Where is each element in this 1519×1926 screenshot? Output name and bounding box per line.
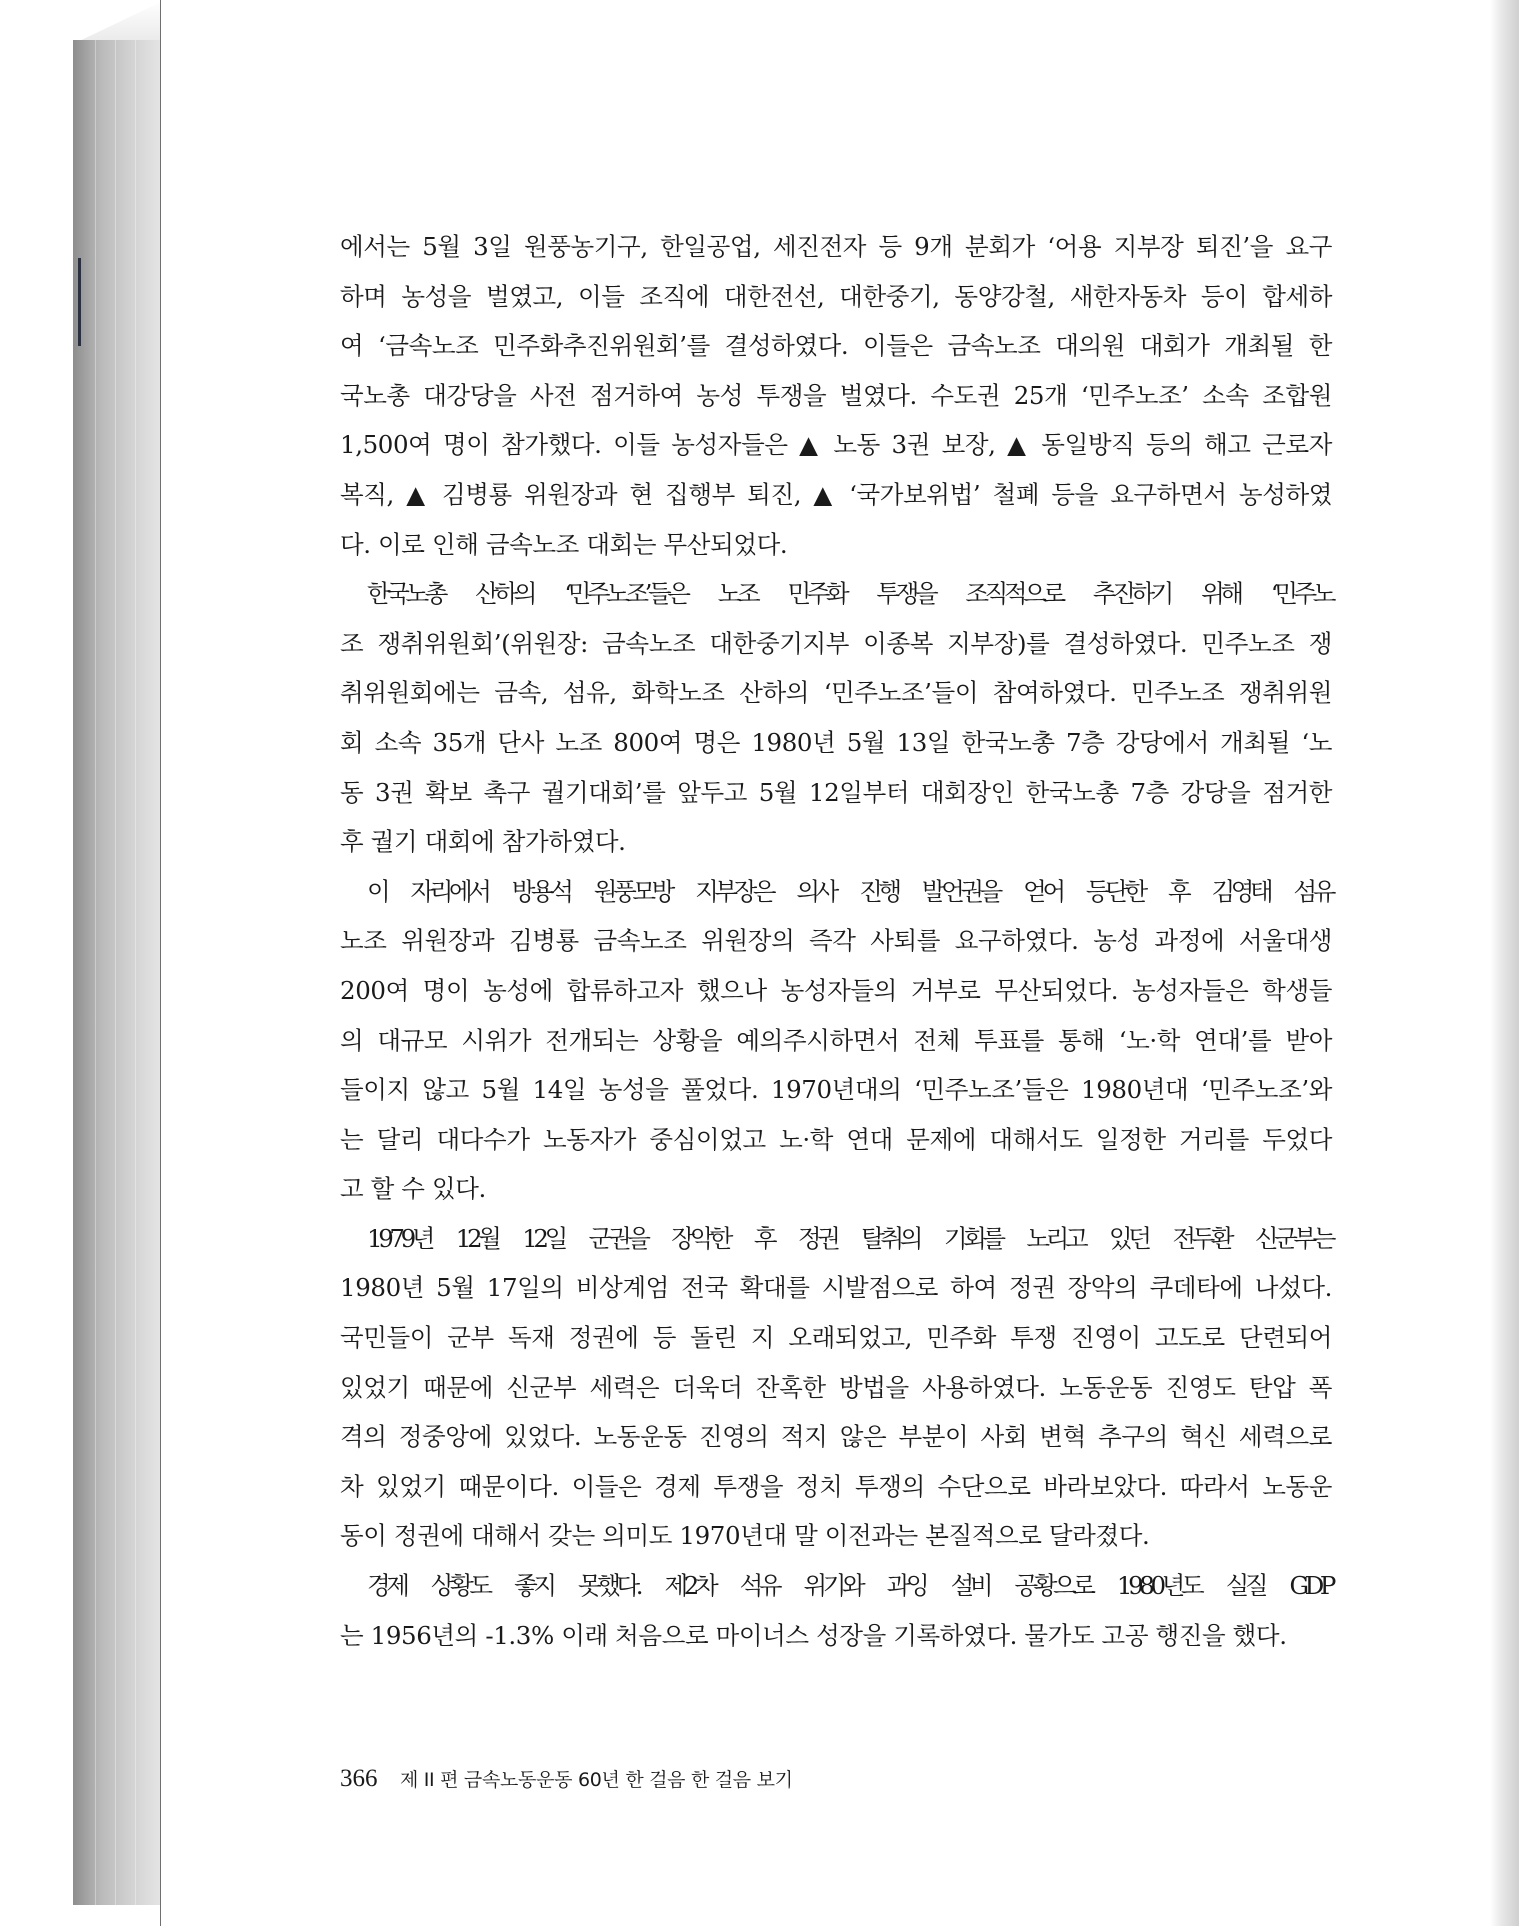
text-line: 경제 상황도 좋지 못했다. 제2차 석유 위기와 과잉 설비 공황으로 1980년도 실질 GDP [367, 1571, 1332, 1601]
paragraph [340, 1214, 1332, 1561]
book-page-edges [73, 40, 163, 1905]
text-line: 국노총 대강당을 사전 점거하여 농성 투쟁을 벌였다. 수도권 25개 ‘민주노조’ 소속 조합원 [340, 380, 1332, 410]
text-line: 차 있었기 때문이다. 이들은 경제 투쟁을 정치 투쟁의 수단으로 바라보았다. 따라서 노동운 [340, 1471, 1332, 1501]
body-text [340, 222, 1332, 1660]
page-edge-line [115, 40, 116, 1905]
page-footer [340, 1765, 793, 1793]
page-right-shadow [1490, 0, 1519, 1926]
paragraph [340, 569, 1332, 867]
paragraph [340, 867, 1332, 1214]
book-block-top [73, 0, 165, 44]
text-line: 한국노총 산하의 ‘민주노조’들은 노조 민주화 투쟁을 조직적으로 추진하기 위해 ‘민주노 [367, 579, 1332, 609]
text-line: 노조 위원장과 김병룡 금속노조 위원장의 즉각 사퇴를 요구하였다. 농성 과정에 서울대생 [340, 926, 1332, 956]
text-line: 하며 농성을 벌였고, 이들 조직에 대한전선, 대한중기, 동양강철, 새한자동차 등이 합세하 [340, 281, 1332, 311]
page-edge-line [135, 40, 136, 1905]
bookmark-ribbon [78, 258, 81, 346]
text-line: 이 자리에서 방용석 원풍모방 지부장은 의사 진행 발언권을 얻어 등단한 후 김영태 섬유 [367, 876, 1332, 906]
text-line: 여 ‘금속노조 민주화추진위원회’를 결성하였다. 이들은 금속노조 대의원 대회가 개최될 한 [340, 331, 1332, 361]
text-line: 다. 이로 인해 금속노조 대회는 무산되었다. [340, 529, 788, 559]
running-title: 제 II 편 금속노동운동 60년 한 걸음 한 걸음 보기 [399, 1769, 793, 1791]
text-line: 국민들이 군부 독재 정권에 등 돌린 지 오래되었고, 민주화 투쟁 진영이 고도로 단련되어 [340, 1323, 1332, 1353]
text-line: 들이지 않고 5월 14일 농성을 풀었다. 1970년대의 ‘민주노조’들은 1980년대 ‘민주노조’와 [340, 1075, 1332, 1105]
text-line: 조 쟁취위원회’(위원장: 금속노조 대한중기지부 이종복 지부장)를 결성하였다. 민주노조 쟁 [340, 628, 1332, 658]
paragraph [340, 222, 1332, 569]
text-line: 복직, ▲ 김병룡 위원장과 현 집행부 퇴진, ▲ ‘국가보위법’ 철폐 등을 요구하면서 농성하였 [340, 479, 1332, 509]
page-edge-line [95, 40, 96, 1905]
text-line: 동이 정권에 대해서 갖는 의미도 1970년대 말 이전과는 본질적으로 달라졌다. [340, 1521, 1150, 1551]
page-number: 366 [340, 1765, 378, 1792]
text-line: 회 소속 35개 단사 노조 800여 명은 1980년 5월 13일 한국노총 7층 강당에서 개최될 ‘노 [340, 727, 1332, 757]
text-line: 1979년 12월 12일 군권을 장악한 후 정권 탈취의 기회를 노리고 있던 전두환 신군부는 [367, 1223, 1332, 1253]
text-line: 의 대규모 시위가 전개되는 상황을 예의주시하면서 전체 투표를 통해 ‘노·학 연대’를 받아 [340, 1025, 1332, 1055]
text-line: 에서는 5월 3일 원풍농기구, 한일공업, 세진전자 등 9개 분회가 ‘어용 지부장 퇴진’을 요구 [340, 232, 1332, 261]
paragraph [340, 1561, 1332, 1660]
text-line: 후 궐기 대회에 참가하였다. [340, 827, 626, 857]
text-line: 1,500여 명이 참가했다. 이들 농성자들은 ▲ 노동 3권 보장, ▲ 동일방직 등의 해고 근로자 [340, 430, 1332, 460]
text-line: 있었기 때문에 신군부 세력은 더욱더 잔혹한 방법을 사용하였다. 노동운동 진영도 탄압 폭 [340, 1372, 1332, 1402]
text-line: 200여 명이 농성에 합류하고자 했으나 농성자들의 거부로 무산되었다. 농성자들은 학생들 [340, 975, 1332, 1005]
text-line: 는 달리 대다수가 노동자가 중심이었고 노·학 연대 문제에 대해서도 일정한 거리를 두었다 [340, 1124, 1332, 1154]
text-line: 는 1956년의 -1.3% 이래 처음으로 마이너스 성장을 기록하였다. 물가도 고공 행진을 했다. [340, 1620, 1287, 1650]
text-line: 격의 정중앙에 있었다. 노동운동 진영의 적지 않은 부분이 사회 변혁 추구의 혁신 세력으로 [340, 1422, 1332, 1452]
text-line: 고 할 수 있다. [340, 1174, 486, 1204]
text-line: 취위원회에는 금속, 섬유, 화학노조 산하의 ‘민주노조’들이 참여하였다. 민주노조 쟁취위원 [340, 678, 1332, 708]
text-line: 동 3권 확보 촉구 궐기대회’를 앞두고 5월 12일부터 대회장인 한국노총 7층 강당을 점거한 [340, 777, 1332, 807]
text-line: 1980년 5월 17일의 비상계엄 전국 확대를 시발점으로 하여 정권 장악의 쿠데타에 나섰다. [340, 1273, 1332, 1303]
